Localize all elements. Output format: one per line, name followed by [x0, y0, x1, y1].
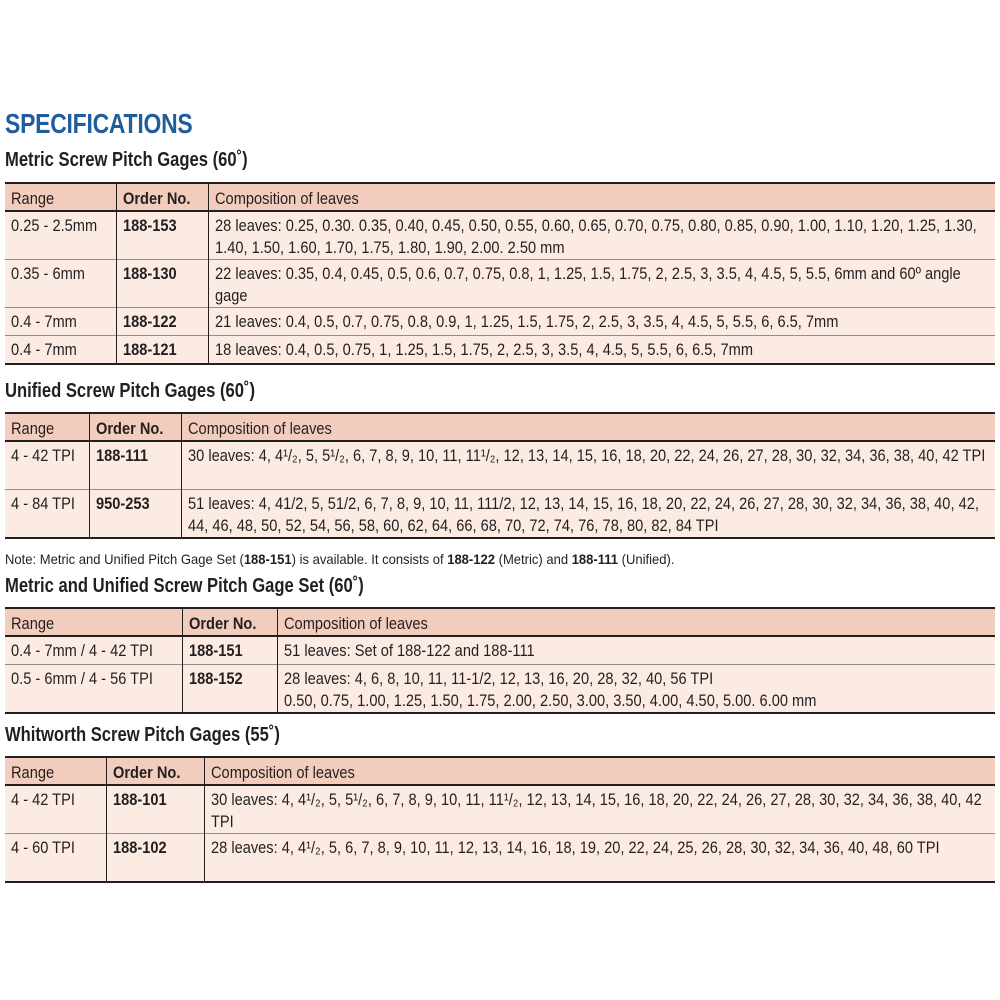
order-no-cell: 188-102 [106, 834, 204, 882]
range-header: Range [5, 183, 116, 211]
composition-header: Composition of leaves [277, 608, 995, 636]
composition-cell: 22 leaves: 0.35, 0.4, 0.45, 0.5, 0.6, 0.7, 0.75, 0.8, 1, 1.25, 1.5, 1.75, 2, 2.5, 3, 3.5, 4, 4.5, 5, 5.5, 6mm and 60º angle gage [208, 260, 995, 308]
order-no-cell: 188-152 [182, 664, 277, 713]
order-no-cell: 188-122 [116, 308, 208, 336]
table-row [5, 336, 995, 364]
note-text: Note: Metric and Unified Pitch Gage Set (188-151) is available. It consists of 188-122 (Metric) and 188-111 (Unified). [5, 551, 675, 567]
range-header: Range [5, 608, 182, 636]
table-header-row [5, 183, 995, 211]
range-cell: 0.5 - 6mm / 4 - 56 TPI [5, 664, 182, 713]
order-no-header: Order No. [182, 608, 277, 636]
table-row [5, 260, 995, 308]
range-cell: 0.4 - 7mm [5, 308, 116, 336]
range-header: Range [5, 757, 106, 785]
composition-cell: 28 leaves: 4, 4¹/₂, 5, 6, 7, 8, 9, 10, 11, 12, 13, 14, 16, 18, 19, 20, 22, 24, 25, 26, 28, 30, 32, 34, 36, 40, 48, 60 TPI [204, 834, 995, 882]
table-row [5, 441, 995, 489]
range-cell: 4 - 42 TPI [5, 441, 89, 489]
range-cell: 4 - 42 TPI [5, 785, 106, 834]
metric-order-no: 188-122 [447, 551, 495, 567]
order-no-header: Order No. [106, 757, 204, 785]
page-title: SPECIFICATIONS [5, 108, 193, 139]
order-no-header: Order No. [116, 183, 208, 211]
table-header-row [5, 757, 995, 785]
composition-cell: 28 leaves: 4, 6, 8, 10, 11, 11-1/2, 12, 13, 16, 20, 28, 32, 40, 56 TPI 0.50, 0.75, 1.00, 1.25, 1.50, 1.75, 2.00, 2.50, 3.00, 3.50, 4.00, 4.50, 5.00. 6.00 mm [277, 664, 995, 713]
range-cell: 0.25 - 2.5mm [5, 211, 116, 260]
table-row [5, 834, 995, 882]
table-row [5, 785, 995, 834]
whitworth-table [5, 756, 995, 883]
metric-table [5, 182, 995, 365]
order-no-header: Order No. [89, 413, 181, 441]
metric-section-title: Metric Screw Pitch Gages (60˚) [5, 149, 248, 171]
order-no-cell: 188-153 [116, 211, 208, 260]
range-cell: 0.35 - 6mm [5, 260, 116, 308]
set-section-title: Metric and Unified Screw Pitch Gage Set (60˚) [5, 575, 364, 597]
order-no-cell: 188-101 [106, 785, 204, 834]
range-header: Range [5, 413, 89, 441]
range-cell: 0.4 - 7mm [5, 336, 116, 364]
composition-header: Composition of leaves [181, 413, 995, 441]
composition-cell: 30 leaves: 4, 4¹/₂, 5, 5¹/₂, 6, 7, 8, 9, 10, 11, 11¹/₂, 12, 13, 14, 15, 16, 18, 20, 22, 24, 26, 27, 28, 30, 32, 34, 36, 38, 40, 42 TPI [187, 446, 985, 465]
composition-header: Composition of leaves [204, 757, 995, 785]
order-no-cell: 188-151 [182, 636, 277, 664]
composition-cell: 51 leaves: Set of 188-122 and 188-111 [283, 641, 535, 660]
set-order-no: 188-151 [243, 551, 292, 567]
range-cell: 4 - 60 TPI [5, 834, 106, 882]
table-row [5, 308, 995, 336]
order-no-cell: 950-253 [89, 489, 181, 538]
range-cell: 0.4 - 7mm / 4 - 42 TPI [5, 636, 182, 664]
composition-cell: 21 leaves: 0.4, 0.5, 0.7, 0.75, 0.8, 0.9, 1, 1.25, 1.5, 1.75, 2, 2.5, 3, 3.5, 4, 4.5, 5, 5.5, 6, 6.5, 7mm [208, 308, 995, 336]
order-no-cell: 188-121 [116, 336, 208, 364]
table-row [5, 489, 995, 538]
order-no-cell: 188-111 [89, 441, 181, 489]
composition-header: Composition of leaves [208, 183, 995, 211]
unified-section-title: Unified Screw Pitch Gages (60˚) [5, 380, 255, 402]
table-row [5, 636, 995, 664]
order-no-cell: 188-130 [116, 260, 208, 308]
table-row [5, 664, 995, 713]
whitworth-section-title: Whitworth Screw Pitch Gages (55˚) [5, 724, 280, 746]
composition-cell: 30 leaves: 4, 4¹/₂, 5, 5¹/₂, 6, 7, 8, 9, 10, 11, 11¹/₂, 12, 13, 14, 15, 16, 18, 20, 22, 24, 26, 27, 28, 30, 32, 34, 36, 38, 40, 42 TPI [210, 790, 982, 831]
composition-cell: 18 leaves: 0.4, 0.5, 0.75, 1, 1.25, 1.5, 1.75, 2, 2.5, 3, 3.5, 4, 4.5, 5, 5.5, 6, 6.5, 7mm [208, 336, 995, 364]
composition-cell: 28 leaves: 0.25, 0.30. 0.35, 0.40, 0.45, 0.50, 0.55, 0.60, 0.65, 0.70, 0.75, 0.80, 0.85, 0.90, 1.00, 1.10, 1.20, 1.25, 1.30, 1.40, 1.50, 1.60, 1.70, 1.75, 1.80, 1.90, 2.00. 2.50 mm [214, 216, 977, 257]
table-header-row [5, 413, 995, 441]
unified-table [5, 412, 995, 539]
range-cell: 4 - 84 TPI [5, 489, 89, 538]
table-row [5, 211, 995, 260]
table-header-row [5, 608, 995, 636]
unified-order-no: 188-111 [571, 551, 619, 567]
set-table [5, 607, 995, 714]
composition-cell: 51 leaves: 4, 41/2, 5, 51/2, 6, 7, 8, 9, 10, 11, 111/2, 12, 13, 14, 15, 16, 18, 20, 22, 24, 26, 27, 28, 30, 32, 34, 36, 38, 40, 42, 44, 46, 48, 50, 52, 54, 56, 58, 60, 62, 64, 66, 68, 70, 72, 74, 76, 78, 80, 82, 84 TPI [181, 489, 995, 538]
